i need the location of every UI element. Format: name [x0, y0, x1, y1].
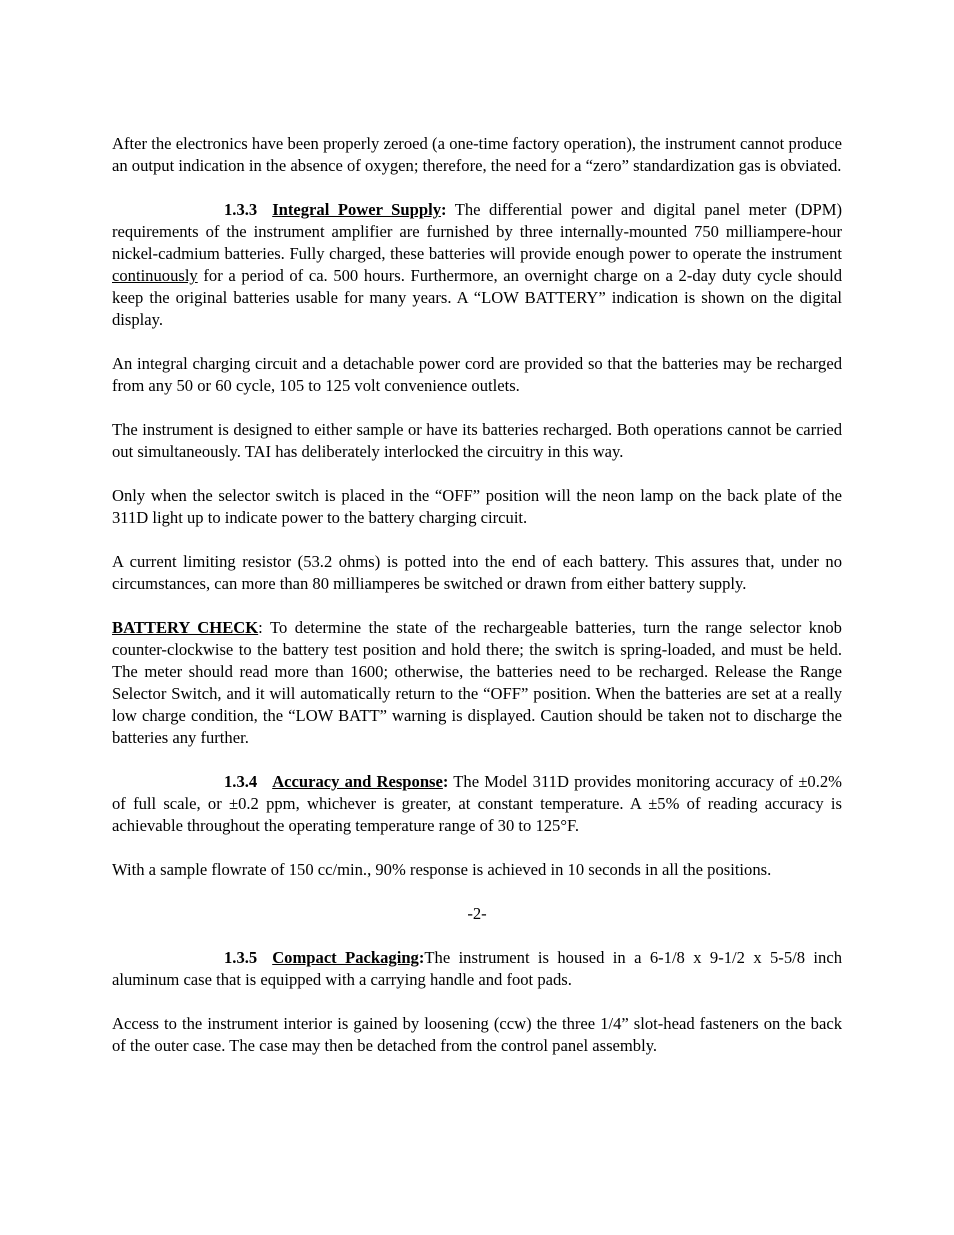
- section-1-3-4: [112, 771, 842, 837]
- paragraph-battery-check: [112, 617, 842, 749]
- paragraph-neon-lamp: Only when the selector switch is placed in the “OFF” position will the neon lamp on the back plate of the 311D light up to indicate power to the battery charging circuit.: [112, 486, 842, 527]
- section-heading-compact-packaging: Compact Packaging: [272, 948, 419, 967]
- section-number: 1.3.5: [224, 948, 258, 967]
- section-heading-accuracy-and-response: Accuracy and Response: [272, 772, 443, 791]
- section-text: The instrument is housed in a 6-1/8 x 9-1/2 x 5-5/8 inch aluminum case that is equipped with a carrying handle and foot pads.: [112, 948, 842, 989]
- section-text: The Model 311D provides monitoring accuracy of ±0.2% of full scale, or ±0.2 ppm, whichever is greater, at constant temperature. A ±5% of reading accuracy is achievable throughout the operating temperature range of 30 to 125°F.: [112, 772, 842, 835]
- section-number: 1.3.4: [224, 772, 258, 791]
- battery-check-text: : To determine the state of the rechargeable batteries, turn the range selector knob counter-clockwise to the battery test position and hold there; the switch is spring-loaded, and must be held. The meter should read more than 1600; otherwise, the batteries need to be recharged. Release the Range Selector Switch, and it will automatically return to the “OFF” position. When the batteries are set at a really low charge condition, the “LOW BATT” warning is displayed. Caution should be taken not to discharge the batteries any further.: [112, 618, 842, 747]
- underlined-word-continuously: continuously: [112, 266, 198, 285]
- paragraph-zeroing: After the electronics have been properly zeroed (a one-time factory operation), the instrument cannot produce an output indication in the absence of oxygen; therefore, the need for a “zero” standardization gas is obviated.: [112, 134, 842, 175]
- section-text-continued: for a period of ca. 500 hours. Furthermore, an overnight charge on a 2-day duty cycle should keep the original batteries usable for many years. A “LOW BATTERY” indication is shown on the digital display.: [112, 266, 842, 329]
- heading-colon: :: [442, 772, 449, 791]
- paragraph-instrument-access: Access to the instrument interior is gained by loosening (ccw) the three 1/4” slot-head fasteners on the back of the outer case. The case may then be detached from the control panel assembly.: [112, 1014, 842, 1055]
- paragraph-interlock: The instrument is designed to either sample or have its batteries recharged. Both operations cannot be carried out simultaneously. TAI has deliberately interlocked the circuitry in this way.: [112, 420, 842, 461]
- battery-check-heading: BATTERY CHECK: [112, 618, 259, 637]
- heading-colon: :: [418, 948, 425, 967]
- section-heading-integral-power-supply: Integral Power Supply: [272, 200, 441, 219]
- paragraph-flowrate: With a sample flowrate of 150 cc/min., 90% response is achieved in 10 seconds in all the positions.: [112, 860, 772, 879]
- heading-colon: :: [441, 200, 447, 219]
- paragraph-charging-circuit: An integral charging circuit and a detachable power cord are provided so that the batteries may be recharged from any 50 or 60 cycle, 105 to 125 volt convenience outlets.: [112, 354, 842, 395]
- page-number: -2-: [467, 904, 487, 923]
- document-page: [112, 133, 842, 1057]
- section-1-3-5: [112, 947, 842, 991]
- paragraph-current-limiting-resistor: A current limiting resistor (53.2 ohms) is potted into the end of each battery. This assures that, under no circumstances, can more than 80 milliamperes be switched or drawn from either battery supply.: [112, 552, 842, 593]
- section-number: 1.3.3: [224, 200, 258, 219]
- section-text: The differential power and digital panel meter (DPM) requirements of the instrument amplifier are furnished by three internally-mounted 750 milliampere-hour nickel-cadmium batteries. Fully charged, these batteries will provide enough power to operate the instrument: [112, 200, 842, 263]
- section-1-3-3: [112, 199, 842, 331]
